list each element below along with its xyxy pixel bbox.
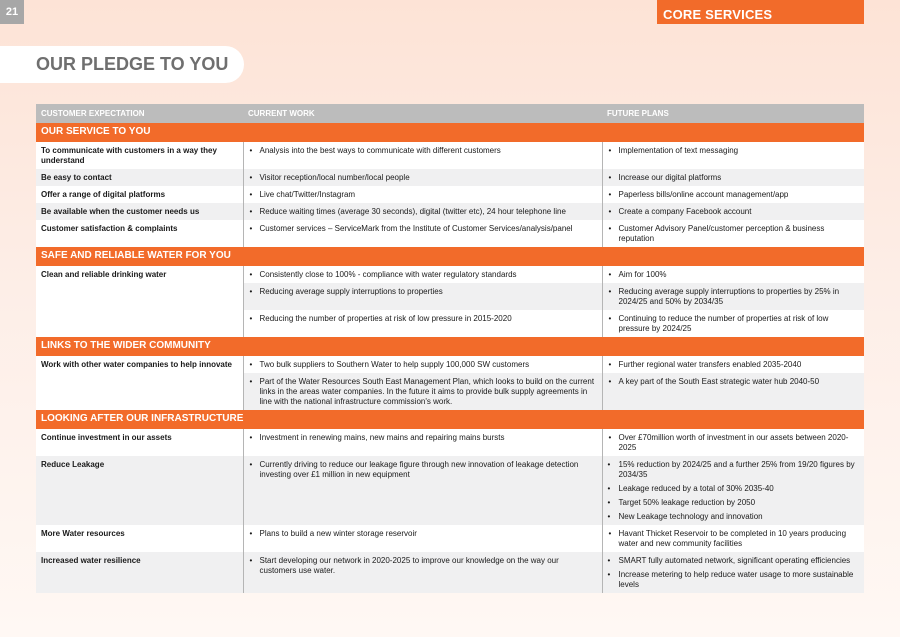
expectation-cell: Be available when the customer needs us	[36, 203, 243, 220]
section-row	[36, 123, 864, 142]
current-work-cell: • Reducing the number of properties at risk of low pressure in 2015-2020	[243, 310, 602, 337]
current-work-cell: • Investment in renewing mains, new mains and repairing mains bursts	[243, 429, 602, 456]
table-row	[36, 552, 864, 593]
section-title: LOOKING AFTER OUR INFRASTRUCTURE	[36, 410, 864, 429]
expectation-cell: Customer satisfaction & complaints	[36, 220, 243, 247]
future-plans-cell: • Reducing average supply interruptions to properties by 25% in 2024/25 and 50% by 2034/35	[602, 283, 864, 310]
future-plans-cell: • Customer Advisory Panel/customer perception & business reputation	[602, 220, 864, 247]
current-work-cell: • Start developing our network in 2020-2025 to improve our knowledge on the way our customers use water.	[243, 552, 602, 593]
expectation-cell: Clean and reliable drinking water	[36, 266, 243, 337]
table-row	[36, 266, 864, 283]
future-plans-cell: • Continuing to reduce the number of properties at risk of low pressure by 2024/25	[602, 310, 864, 337]
table-row	[36, 525, 864, 552]
section-title: OUR SERVICE TO YOU	[36, 123, 864, 142]
page-title: OUR PLEDGE TO YOU	[36, 54, 229, 74]
table-header-row	[36, 104, 864, 123]
page-title-pill	[0, 46, 244, 83]
current-work-cell: • Visitor reception/local number/local people	[243, 169, 602, 186]
header-current-work: CURRENT WORK	[243, 104, 602, 123]
list-item: • 15% reduction by 2024/25 and a further 25% from 19/20 figures by 2034/35	[608, 460, 860, 480]
future-plans-cell: • Increase our digital platforms	[602, 169, 864, 186]
section-title: LINKS TO THE WIDER COMMUNITY	[36, 337, 864, 356]
future-plans-cell: • Over £70million worth of investment in our assets between 2020-2025	[602, 429, 864, 456]
future-plans-cell: • A key part of the South East strategic water hub 2040-50	[602, 373, 864, 410]
current-work-cell: • Reducing average supply interruptions to properties	[243, 283, 602, 310]
table-row	[36, 220, 864, 247]
table-row	[36, 142, 864, 169]
section-row	[36, 337, 864, 356]
list-item: • SMART fully automated network, significant operating efficiencies	[608, 556, 860, 566]
page-number: 21	[0, 0, 24, 24]
future-plans-cell: • Aim for 100%	[602, 266, 864, 283]
expectation-cell: More Water resources	[36, 525, 243, 552]
expectation-cell: Offer a range of digital platforms	[36, 186, 243, 203]
future-plans-cell: • Implementation of text messaging	[602, 142, 864, 169]
current-work-cell: • Two bulk suppliers to Southern Water to help supply 100,000 SW customers	[243, 356, 602, 373]
table-row	[36, 186, 864, 203]
current-work-cell: • Consistently close to 100% - compliance with water regulatory standards	[243, 266, 602, 283]
current-work-cell: • Analysis into the best ways to communicate with different customers	[243, 142, 602, 169]
future-plans-cell: • Create a company Facebook account	[602, 203, 864, 220]
current-work-cell: • Plans to build a new winter storage reservoir	[243, 525, 602, 552]
expectation-cell: Be easy to contact	[36, 169, 243, 186]
current-work-cell: • Live chat/Twitter/Instagram	[243, 186, 602, 203]
future-plans-list	[608, 556, 860, 590]
table-row	[36, 169, 864, 186]
list-item: • Target 50% leakage reduction by 2050	[608, 498, 860, 508]
current-work-cell: • Customer services – ServiceMark from the Institute of Customer Services/analysis/panel	[243, 220, 602, 247]
expectation-cell: Continue investment in our assets	[36, 429, 243, 456]
section-row	[36, 410, 864, 429]
current-work-cell: • Part of the Water Resources South East Management Plan, which looks to build on the current links in the areas water companies. In the future it aims to provide bulk supply agreements in line with the national infrastructure commission's work.	[243, 373, 602, 410]
future-plans-cell	[602, 456, 864, 525]
table-row	[36, 203, 864, 220]
section-label: CORE SERVICES	[657, 0, 864, 24]
current-work-cell: • Reduce waiting times (average 30 seconds), digital (twitter etc), 24 hour telephone line	[243, 203, 602, 220]
section-row	[36, 247, 864, 266]
future-plans-list	[608, 460, 860, 522]
table-row	[36, 456, 864, 525]
current-work-cell: • Currently driving to reduce our leakage figure through new innovation of leakage detection investing over £1 million in new equipment	[243, 456, 602, 525]
list-item: • Increase metering to help reduce water usage to more sustainable levels	[608, 570, 860, 590]
list-item: • Leakage reduced by a total of 30% 2035-40	[608, 484, 860, 494]
table-row	[36, 429, 864, 456]
future-plans-cell: • Paperless bills/online account management/app	[602, 186, 864, 203]
expectation-cell: Reduce Leakage	[36, 456, 243, 525]
header-future-plans: FUTURE PLANS	[602, 104, 864, 123]
pledge-table	[36, 104, 864, 593]
list-item: • New Leakage technology and innovation	[608, 512, 860, 522]
expectation-cell: Increased water resilience	[36, 552, 243, 593]
future-plans-cell	[602, 552, 864, 593]
table-row	[36, 356, 864, 373]
expectation-cell: Work with other water companies to help innovate	[36, 356, 243, 410]
future-plans-cell: • Further regional water transfers enabled 2035-2040	[602, 356, 864, 373]
header-customer-expectation: CUSTOMER EXPECTATION	[36, 104, 243, 123]
section-title: SAFE AND RELIABLE WATER FOR YOU	[36, 247, 864, 266]
future-plans-cell: • Havant Thicket Reservoir to be completed in 10 years producing water and new community facilities	[602, 525, 864, 552]
expectation-cell: To communicate with customers in a way they understand	[36, 142, 243, 169]
